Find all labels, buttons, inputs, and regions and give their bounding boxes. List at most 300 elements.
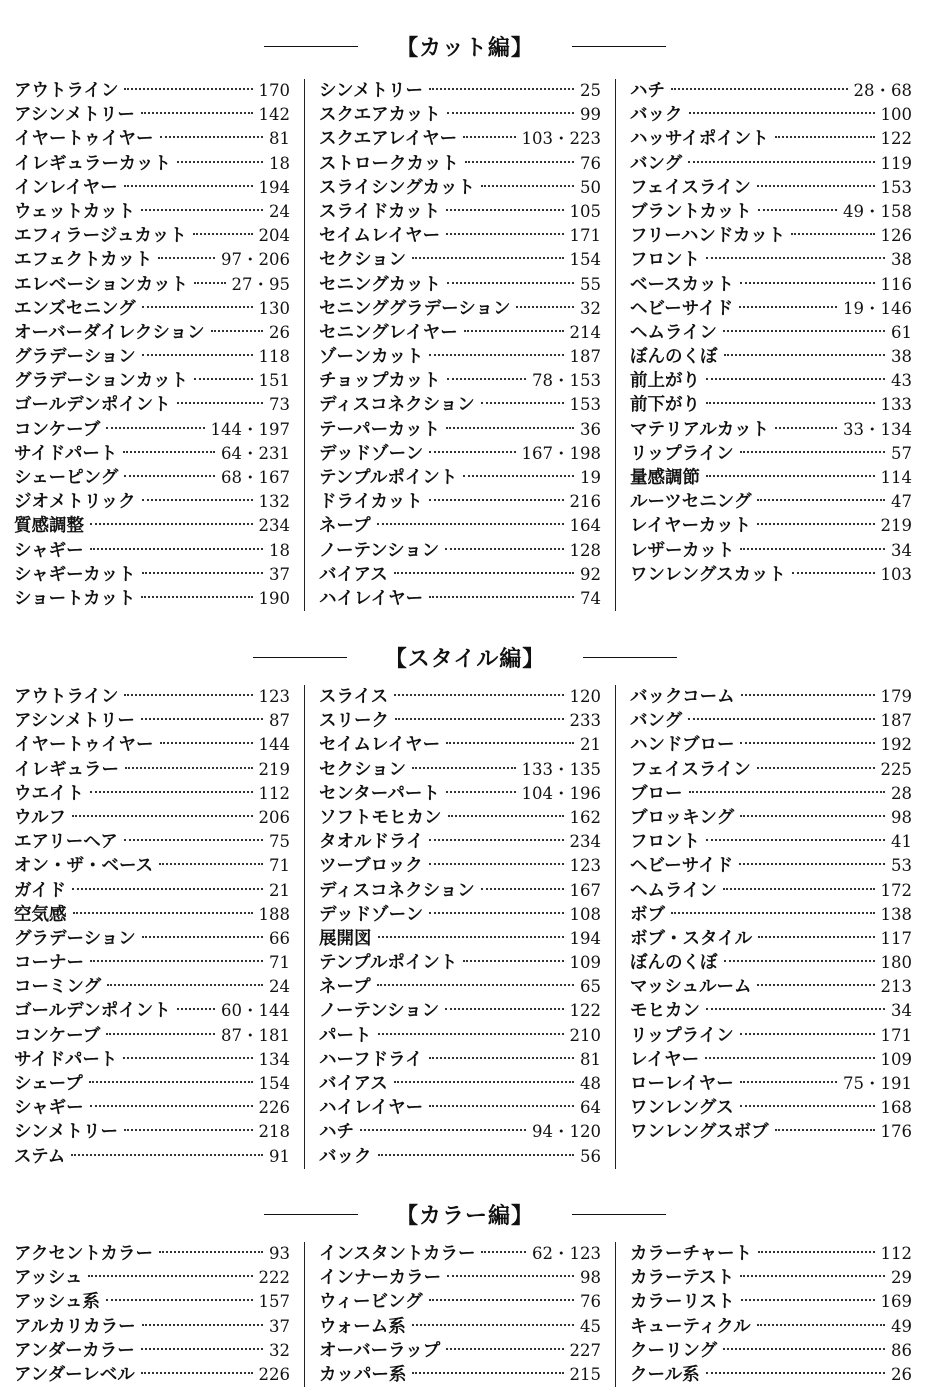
dot-leader bbox=[723, 888, 875, 890]
dot-leader bbox=[464, 330, 564, 332]
page-number: 97・206 bbox=[221, 250, 290, 270]
index-entry bbox=[14, 369, 290, 393]
index-term: ヘムライン bbox=[630, 322, 717, 343]
index-term: ハッサイポイント bbox=[630, 129, 769, 150]
page-number: 41 bbox=[891, 832, 912, 852]
dot-leader bbox=[757, 523, 874, 525]
index-entry bbox=[319, 248, 601, 272]
dot-leader bbox=[377, 523, 564, 525]
dot-leader bbox=[465, 161, 574, 163]
index-block-style bbox=[14, 685, 914, 1169]
dot-leader bbox=[73, 912, 253, 914]
page-number: 75 bbox=[269, 832, 290, 852]
index-entry bbox=[14, 152, 290, 176]
index-term: オーバーダイレクション bbox=[14, 322, 205, 343]
dot-leader bbox=[481, 185, 574, 187]
page-number: 66 bbox=[269, 928, 290, 948]
index-column-2 bbox=[305, 1242, 616, 1387]
page-number: 32 bbox=[580, 298, 601, 318]
dot-leader bbox=[378, 1154, 575, 1156]
page-number: 204 bbox=[258, 226, 290, 246]
index-entry bbox=[630, 758, 912, 782]
page-number: 34 bbox=[891, 540, 912, 560]
page-number: 100 bbox=[880, 105, 912, 125]
index-entry bbox=[14, 1024, 290, 1048]
index-term: ゾーンカット bbox=[319, 347, 424, 368]
index-term: ディスコネクション bbox=[319, 880, 475, 901]
dot-leader bbox=[463, 960, 563, 962]
index-column-1 bbox=[14, 685, 305, 1169]
index-entry bbox=[14, 709, 290, 733]
page-number: 21 bbox=[269, 880, 290, 900]
page-number: 164 bbox=[569, 516, 601, 536]
index-entry bbox=[630, 200, 912, 224]
page-number: 78・153 bbox=[532, 371, 601, 391]
index-entry bbox=[630, 1266, 912, 1290]
index-term: エアリーヘア bbox=[14, 832, 118, 853]
index-term: イレギュラー bbox=[14, 759, 119, 780]
page-number: 93 bbox=[269, 1244, 290, 1263]
dot-leader bbox=[142, 499, 253, 501]
index-term: スライス bbox=[319, 687, 389, 707]
index-entry bbox=[319, 103, 601, 127]
page-number: 109 bbox=[569, 953, 601, 973]
index-entry bbox=[14, 854, 290, 878]
page-number: 24 bbox=[269, 977, 290, 997]
index-column-1 bbox=[14, 1242, 305, 1387]
index-term: アンダーカラー bbox=[14, 1340, 135, 1361]
page-number: 219 bbox=[258, 759, 290, 779]
index-term: パート bbox=[319, 1025, 372, 1046]
dot-leader bbox=[758, 209, 837, 211]
index-entry bbox=[630, 709, 912, 733]
dot-leader bbox=[395, 718, 564, 720]
index-term: コーミング bbox=[14, 977, 102, 998]
page-number: 144・197 bbox=[210, 419, 290, 439]
index-entry bbox=[319, 927, 601, 951]
page-number: 48 bbox=[580, 1074, 601, 1093]
dot-leader bbox=[447, 378, 526, 380]
dot-leader bbox=[429, 499, 564, 501]
index-entry bbox=[630, 321, 912, 345]
index-entry bbox=[14, 539, 290, 563]
dot-leader bbox=[688, 718, 874, 720]
page-number: 112 bbox=[880, 1244, 912, 1263]
index-entry bbox=[14, 1363, 290, 1387]
index-entry bbox=[630, 975, 912, 999]
dot-leader bbox=[740, 742, 874, 744]
page-number: 187 bbox=[880, 711, 912, 731]
index-term: ソフトモヒカン bbox=[319, 807, 442, 828]
index-term: ハンドブロー bbox=[630, 735, 735, 756]
index-term: ルーツセニング bbox=[630, 492, 752, 513]
header-rule-left bbox=[264, 1214, 358, 1215]
index-entry bbox=[319, 321, 601, 345]
dot-leader bbox=[107, 984, 263, 986]
page-number: 68・167 bbox=[221, 468, 290, 487]
index-entry bbox=[14, 782, 290, 806]
index-term: アウトライン bbox=[14, 687, 119, 707]
page-number: 24 bbox=[269, 201, 290, 221]
dot-leader bbox=[445, 548, 563, 550]
index-term: シンメトリー bbox=[319, 81, 424, 101]
header-rule-right bbox=[583, 657, 677, 658]
index-entry bbox=[14, 273, 290, 297]
dot-leader bbox=[741, 694, 875, 696]
index-term: ベースカット bbox=[630, 274, 734, 295]
dot-leader bbox=[141, 1372, 253, 1374]
index-term: ワンレングスカット bbox=[630, 564, 786, 585]
index-term: フェイスライン bbox=[630, 177, 751, 198]
index-entry bbox=[319, 709, 601, 733]
index-term: エレベーションカット bbox=[14, 274, 189, 295]
page-number: 27・95 bbox=[231, 274, 290, 294]
index-entry bbox=[630, 1363, 912, 1387]
dot-leader bbox=[775, 1129, 875, 1131]
index-term: ショートカット bbox=[14, 588, 136, 609]
index-entry bbox=[630, 103, 912, 127]
index-column-1 bbox=[14, 79, 305, 611]
index-entry bbox=[630, 297, 912, 321]
index-entry bbox=[319, 393, 601, 417]
index-term: ドライカット bbox=[319, 492, 423, 513]
page-number: 176 bbox=[880, 1122, 912, 1142]
index-entry bbox=[14, 466, 290, 490]
index-entry bbox=[319, 200, 601, 224]
index-term: ボブ・スタイル bbox=[630, 928, 753, 949]
index-term: ぼんのくぼ bbox=[630, 953, 718, 974]
index-term: 質感調整 bbox=[14, 516, 84, 537]
dot-leader bbox=[89, 1081, 253, 1083]
dot-leader bbox=[90, 523, 253, 525]
index-entry bbox=[630, 999, 912, 1023]
dot-leader bbox=[446, 233, 563, 235]
index-entry bbox=[14, 1120, 290, 1144]
index-term: テンプルポイント bbox=[319, 468, 458, 488]
index-entry bbox=[14, 345, 290, 369]
dot-leader bbox=[688, 161, 874, 163]
index-term: セイムレイヤー bbox=[319, 735, 441, 756]
index-entry bbox=[319, 1072, 601, 1096]
index-entry bbox=[319, 418, 601, 442]
index-term: ゴールデンポイント bbox=[14, 395, 171, 416]
index-entry bbox=[319, 490, 601, 514]
dot-leader bbox=[360, 1129, 526, 1131]
index-entry bbox=[14, 879, 290, 903]
index-entry bbox=[319, 782, 601, 806]
index-entry bbox=[319, 224, 601, 248]
dot-leader bbox=[159, 1251, 263, 1253]
page-number: 50 bbox=[580, 177, 601, 197]
index-term: エフェクトカット bbox=[14, 250, 153, 271]
index-term: ハイレイヤー bbox=[319, 588, 424, 609]
page-number: 142 bbox=[258, 105, 290, 125]
dot-leader bbox=[445, 1008, 563, 1010]
dot-leader bbox=[740, 282, 875, 284]
index-entry bbox=[14, 418, 290, 442]
index-entry bbox=[630, 1096, 912, 1120]
index-term: グラデーション bbox=[14, 928, 136, 949]
index-entry bbox=[14, 200, 290, 224]
index-column-2 bbox=[305, 685, 616, 1169]
index-term: アクセントカラー bbox=[14, 1244, 153, 1264]
index-entry bbox=[319, 854, 601, 878]
index-entry bbox=[630, 1339, 912, 1363]
index-entry bbox=[14, 1145, 290, 1169]
page-number: 74 bbox=[580, 588, 601, 608]
dot-leader bbox=[516, 306, 574, 308]
page-number: 87 bbox=[269, 711, 290, 731]
dot-leader bbox=[705, 1057, 874, 1059]
index-entry bbox=[319, 563, 601, 587]
page-number: 87・181 bbox=[221, 1025, 290, 1045]
index-entry bbox=[630, 418, 912, 442]
index-term: シャギー bbox=[14, 540, 84, 561]
index-term: ヘビーサイド bbox=[630, 298, 734, 319]
index-entry bbox=[14, 685, 290, 709]
section-title: 【カット編】 bbox=[396, 34, 534, 61]
page-number: 162 bbox=[569, 807, 601, 827]
dot-leader bbox=[739, 306, 837, 308]
index-term: レザーカット bbox=[630, 540, 735, 561]
dot-leader bbox=[412, 767, 515, 769]
index-entry bbox=[630, 224, 912, 248]
page-number: 210 bbox=[569, 1025, 601, 1045]
index-entry bbox=[630, 951, 912, 975]
dot-leader bbox=[447, 1275, 574, 1277]
page-number: 179 bbox=[880, 687, 912, 706]
index-term: 前上がり bbox=[630, 371, 700, 392]
dot-leader bbox=[706, 378, 885, 380]
index-entry bbox=[319, 879, 601, 903]
page-number: 169 bbox=[880, 1292, 912, 1312]
dot-leader bbox=[706, 257, 885, 259]
page-number: 105 bbox=[569, 201, 601, 221]
page-number: 71 bbox=[269, 856, 290, 876]
index-term: ブロー bbox=[630, 783, 683, 804]
index-term: インスタントカラー bbox=[319, 1244, 476, 1264]
page-number: 19 bbox=[580, 468, 601, 487]
index-term: ウルフ bbox=[14, 807, 66, 828]
index-entry bbox=[630, 127, 912, 151]
page-number: 123 bbox=[569, 856, 601, 876]
index-term: シンメトリー bbox=[14, 1122, 119, 1143]
index-term: ボブ bbox=[630, 904, 665, 925]
index-entry bbox=[319, 999, 601, 1023]
page-number: 170 bbox=[258, 81, 290, 100]
index-entry bbox=[630, 79, 912, 103]
dot-leader bbox=[160, 742, 253, 744]
index-term: チョップカット bbox=[319, 371, 441, 392]
page-number: 126 bbox=[880, 226, 912, 246]
index-entry bbox=[630, 466, 912, 490]
index-term: ハーフドライ bbox=[319, 1049, 423, 1070]
dot-leader bbox=[481, 1251, 526, 1253]
index-entry bbox=[14, 297, 290, 321]
page-number: 108 bbox=[569, 904, 601, 924]
index-entry bbox=[14, 224, 290, 248]
dot-leader bbox=[72, 888, 263, 890]
page-number: 112 bbox=[258, 783, 290, 803]
index-entry bbox=[14, 176, 290, 200]
dot-leader bbox=[740, 451, 885, 453]
index-term: ヘビーサイド bbox=[630, 856, 734, 877]
dot-leader bbox=[123, 451, 215, 453]
dot-leader bbox=[446, 209, 563, 211]
dot-leader bbox=[706, 1372, 885, 1374]
index-entry bbox=[630, 1048, 912, 1072]
dot-leader bbox=[124, 1129, 252, 1131]
index-term: フロント bbox=[630, 832, 700, 853]
dot-leader bbox=[740, 1081, 837, 1083]
page-number: 94・120 bbox=[532, 1122, 601, 1142]
page-number: 60・144 bbox=[221, 1001, 290, 1021]
dot-leader bbox=[740, 1033, 875, 1035]
dot-leader bbox=[394, 694, 563, 696]
index-entry bbox=[630, 539, 912, 563]
index-term: ウエイト bbox=[14, 783, 84, 804]
header-rule-right bbox=[572, 1214, 666, 1215]
header-rule-left bbox=[264, 46, 358, 47]
index-entry bbox=[14, 1072, 290, 1096]
index-term: マテリアルカット bbox=[630, 419, 770, 440]
page-number: 38 bbox=[891, 250, 912, 270]
dot-leader bbox=[758, 1251, 875, 1253]
page-number: 36 bbox=[580, 419, 601, 439]
index-block-cut bbox=[14, 79, 914, 611]
index-term: セニングレイヤー bbox=[319, 322, 458, 343]
dot-leader bbox=[211, 330, 263, 332]
page-number: 73 bbox=[269, 395, 290, 415]
page-number: 91 bbox=[269, 1146, 290, 1166]
index-entry bbox=[630, 806, 912, 830]
dot-leader bbox=[159, 863, 263, 865]
index-term: ネープ bbox=[319, 516, 371, 537]
index-term: リップライン bbox=[630, 1025, 734, 1046]
section-title: 【カラー編】 bbox=[395, 1202, 534, 1229]
page-number: 33・134 bbox=[843, 419, 912, 439]
index-term: ウォーム系 bbox=[319, 1316, 406, 1337]
page-number: 120 bbox=[569, 687, 601, 706]
index-term: ジオメトリック bbox=[14, 492, 136, 513]
index-term: アンダーレベル bbox=[14, 1364, 135, 1385]
index-entry bbox=[319, 587, 601, 611]
page-number: 26 bbox=[891, 1364, 912, 1384]
page-number: 109 bbox=[880, 1049, 912, 1069]
index-entry bbox=[319, 830, 601, 854]
index-term: バイアス bbox=[319, 1074, 388, 1094]
index-entry bbox=[319, 733, 601, 757]
index-entry bbox=[319, 1096, 601, 1120]
index-entry bbox=[14, 951, 290, 975]
index-term: シャギー bbox=[14, 1098, 84, 1119]
index-entry bbox=[630, 248, 912, 272]
page-number: 37 bbox=[269, 564, 290, 584]
dot-leader bbox=[775, 136, 875, 138]
index-term: バイアス bbox=[319, 564, 388, 585]
page-number: 28 bbox=[891, 783, 912, 803]
page-number: 81 bbox=[269, 129, 290, 149]
page-number: 98 bbox=[891, 807, 912, 827]
page-number: 76 bbox=[580, 153, 601, 173]
index-entry bbox=[14, 1315, 290, 1339]
dot-leader bbox=[757, 185, 875, 187]
page-number: 29 bbox=[891, 1268, 912, 1288]
index-term: フリーハンドカット bbox=[630, 226, 786, 247]
index-entry bbox=[319, 1339, 601, 1363]
index-entry bbox=[630, 1242, 912, 1266]
dot-leader bbox=[141, 209, 263, 211]
page-number: 233 bbox=[569, 711, 601, 731]
page-number: 98 bbox=[580, 1268, 601, 1288]
dot-leader bbox=[125, 767, 253, 769]
index-column-3 bbox=[616, 685, 912, 1169]
dot-leader bbox=[723, 1348, 885, 1350]
index-term: ツーブロック bbox=[319, 856, 423, 877]
dot-leader bbox=[429, 912, 563, 914]
page-number: 25 bbox=[580, 81, 601, 100]
dot-leader bbox=[446, 791, 516, 793]
dot-leader bbox=[429, 839, 563, 841]
page-number: 21 bbox=[580, 735, 601, 755]
index-term: ノーテンション bbox=[319, 540, 440, 561]
index-term: ステム bbox=[14, 1146, 66, 1167]
page-number: 180 bbox=[880, 953, 912, 973]
index-entry bbox=[630, 733, 912, 757]
index-term: グラデーションカット bbox=[14, 371, 189, 392]
index-entry bbox=[630, 1120, 912, 1144]
index-entry bbox=[319, 1242, 601, 1266]
index-entry bbox=[319, 1120, 601, 1144]
index-term: セニングカット bbox=[319, 274, 441, 295]
dot-leader bbox=[689, 112, 875, 114]
page-number: 45 bbox=[580, 1316, 601, 1336]
page-number: 154 bbox=[569, 250, 601, 270]
index-entry bbox=[14, 975, 290, 999]
page-number: 213 bbox=[880, 977, 912, 997]
dot-leader bbox=[412, 1324, 574, 1326]
page-number: 61 bbox=[891, 322, 912, 342]
index-term: バック bbox=[630, 105, 683, 126]
dot-leader bbox=[706, 402, 875, 404]
index-term: テーパーカット bbox=[319, 419, 441, 440]
index-term: アシンメトリー bbox=[14, 105, 135, 126]
index-entry bbox=[319, 758, 601, 782]
index-term: オーバーラップ bbox=[319, 1340, 441, 1361]
section-header-style bbox=[0, 642, 930, 672]
page-number: 234 bbox=[258, 516, 290, 536]
index-term: デッドゾーン bbox=[319, 443, 424, 464]
index-entry bbox=[319, 1363, 601, 1387]
index-entry bbox=[14, 490, 290, 514]
index-term: ワンレングス bbox=[630, 1098, 734, 1119]
index-term: シェープ bbox=[14, 1074, 83, 1094]
dot-leader bbox=[429, 863, 564, 865]
index-term: コンケーブ bbox=[14, 1025, 101, 1046]
index-term: サイドパート bbox=[14, 443, 118, 464]
index-entry bbox=[14, 1096, 290, 1120]
dot-leader bbox=[90, 791, 253, 793]
dot-leader bbox=[723, 330, 885, 332]
page-number: 138 bbox=[880, 904, 912, 924]
dot-leader bbox=[741, 1299, 875, 1301]
page-number: 128 bbox=[569, 540, 601, 560]
page-number: 19・146 bbox=[843, 298, 912, 318]
page-number: 104・196 bbox=[521, 783, 601, 803]
index-term: 前下がり bbox=[630, 395, 700, 416]
dot-leader bbox=[123, 1057, 252, 1059]
page-number: 226 bbox=[258, 1364, 290, 1384]
